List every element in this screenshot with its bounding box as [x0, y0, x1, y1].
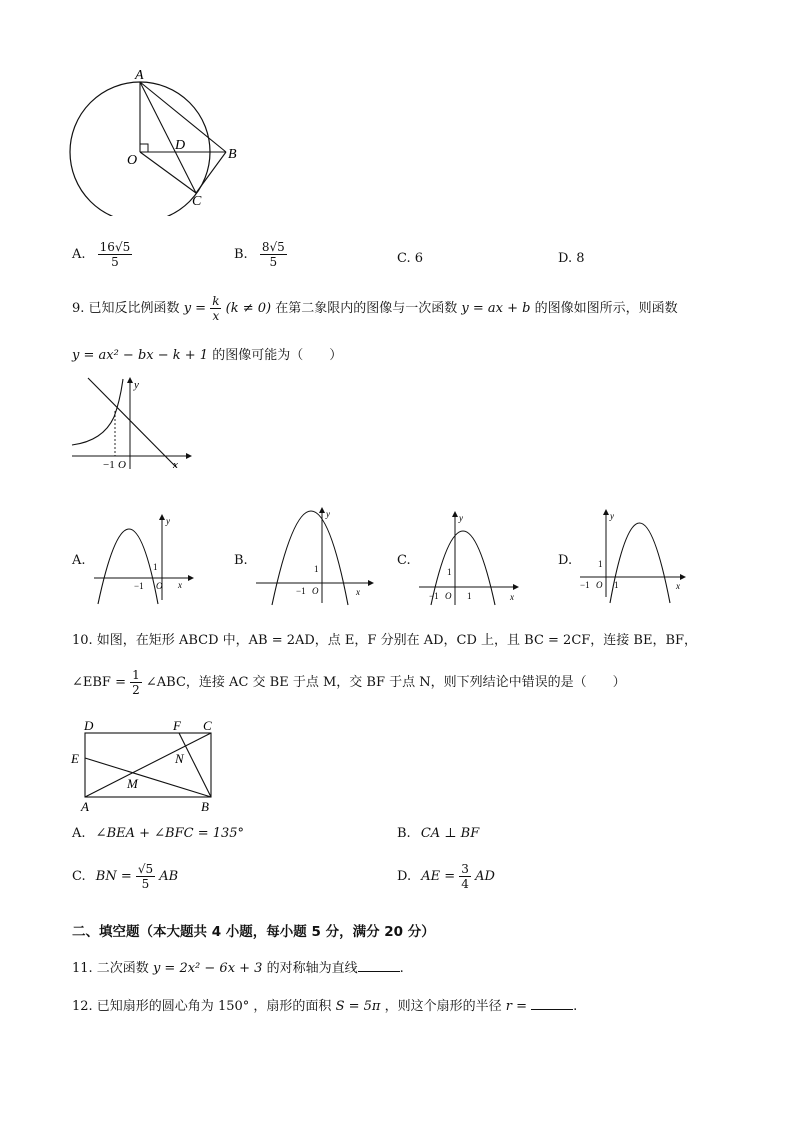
option-letter: A.	[72, 826, 86, 841]
q9-main-figure	[68, 375, 193, 472]
q9-func-den: x	[212, 309, 220, 323]
q9-func-cond: (k ≠ 0)	[225, 301, 272, 316]
fig-x-label: x	[173, 459, 178, 471]
seg-bf	[179, 733, 211, 797]
q12-answer-blank[interactable]	[531, 997, 573, 1010]
q9-option-a-graph[interactable]	[90, 512, 200, 607]
q9-option-c-letter[interactable]: C.	[397, 553, 411, 568]
q12-r: r =	[505, 999, 528, 1014]
origin: O	[596, 580, 603, 590]
option-a-num: 16√5	[99, 240, 131, 254]
tick-neg1: −1	[296, 586, 306, 596]
x-arrow	[188, 575, 194, 581]
q10-line1: 10. 如图，在矩形 ABCD 中，AB = 2AD，点 E，F 分别在 AD，CD 上，且 BC = 2CF，连接 BE，BF，	[72, 633, 698, 648]
label-c: C	[203, 718, 212, 733]
y-label: y	[610, 511, 614, 521]
parabola	[610, 523, 670, 603]
y-arrow	[603, 509, 609, 515]
origin: O	[312, 586, 319, 596]
q12-prefix: 12. 已知扇形的圆心角为	[72, 999, 214, 1014]
parabola	[431, 531, 495, 605]
q9-option-b-graph[interactable]	[252, 505, 382, 607]
q10-rectangle-figure	[68, 718, 228, 816]
tick-1: 1	[447, 567, 452, 577]
linear-line	[88, 378, 176, 467]
option-d-left: AE =	[421, 869, 456, 884]
q9-line2-suffix: 的图像可能为（ ）	[212, 348, 343, 363]
q12-angle: 150°	[217, 999, 250, 1014]
tick-1: 1	[314, 564, 319, 574]
option-c-num: √5	[137, 862, 154, 876]
option-b-num: 8√5	[261, 240, 285, 254]
origin: O	[445, 591, 452, 601]
q11-prefix: 11. 二次函数	[72, 961, 149, 976]
option-letter: B.	[234, 247, 248, 262]
q9-linear: y = ax + b	[461, 301, 531, 316]
option-c-left: BN =	[95, 869, 132, 884]
q12-end: .	[573, 999, 578, 1014]
q9-quadratic: y = ax² − bx − k + 1	[72, 348, 209, 363]
q8-circle-figure	[60, 66, 260, 216]
tick-neg1: −1	[429, 591, 439, 601]
label-e: E	[71, 751, 79, 766]
y-arrow	[319, 507, 325, 513]
q8-option-d[interactable]	[558, 251, 585, 266]
label-c: C	[192, 194, 202, 209]
q12-area: S = 5π	[335, 999, 381, 1014]
q12-mid: ，扇形的面积	[253, 999, 332, 1014]
q10-line2	[72, 668, 626, 697]
tick-1: 1	[153, 562, 158, 572]
tick-neg1: −1	[134, 581, 144, 591]
seg-ac	[140, 82, 196, 193]
q9-option-d-graph[interactable]	[576, 507, 691, 607]
q11	[72, 957, 404, 976]
seg-oc	[140, 152, 196, 193]
option-d-den: 4	[461, 877, 469, 891]
q10-line2-suffix: ∠ABC，连接 AC 交 BE 于点 M，交 BF 于点 N，则下列结论中错误的是（ ）	[145, 675, 626, 690]
q10-half-den: 2	[132, 683, 140, 697]
q11-suffix: 的对称轴为直线	[266, 961, 358, 976]
label-f: F	[173, 718, 181, 733]
q10-option-c[interactable]	[72, 862, 178, 891]
y-arrow	[127, 377, 133, 383]
q9-func-num: k	[212, 294, 220, 308]
label-n: N	[175, 751, 184, 766]
tick-1-x: 1	[467, 591, 472, 601]
q9-option-b-letter[interactable]: B.	[234, 553, 248, 568]
q9-line1	[72, 294, 678, 324]
x-arrow	[368, 580, 374, 586]
fig-origin: O	[118, 459, 126, 471]
y-arrow	[159, 514, 165, 520]
right-angle-mark	[140, 144, 148, 152]
q9-func-left: y =	[183, 301, 207, 316]
label-b: B	[228, 147, 237, 162]
label-b: B	[201, 799, 209, 814]
option-c-right: AB	[159, 869, 179, 884]
option-a-text: ∠BEA + ∠BFC = 135°	[95, 826, 245, 841]
x-arrow	[186, 453, 192, 459]
q8-option-c[interactable]	[397, 251, 423, 266]
fig-y-label: y	[134, 379, 139, 391]
option-b-den: 5	[269, 255, 278, 269]
q10-line2-prefix: ∠EBF =	[72, 675, 126, 690]
q10-option-b[interactable]	[397, 826, 479, 841]
section-heading: 二、填空题（本大题共 4 小题，每小题 5 分，满分 20 分）	[72, 924, 435, 940]
seg-ac	[85, 733, 211, 797]
q9-option-d-letter[interactable]: D.	[558, 553, 573, 568]
q10-half-num: 1	[132, 668, 140, 682]
tick-1-x: 1	[614, 580, 619, 590]
q12-mid2: ，则这个扇形的半径	[384, 999, 502, 1014]
q11-answer-blank[interactable]	[358, 959, 400, 972]
seg-bc	[196, 152, 226, 193]
label-m: M	[127, 776, 138, 791]
option-d-value: 8	[576, 251, 585, 266]
option-letter: D.	[397, 869, 412, 884]
x-label: x	[510, 592, 514, 602]
option-letter: C.	[72, 869, 86, 884]
tick-1: 1	[598, 559, 603, 569]
q11-end: .	[399, 961, 404, 976]
label-d: D	[84, 718, 94, 733]
q10-option-a[interactable]	[72, 826, 244, 841]
q9-option-a-letter[interactable]: A.	[72, 553, 86, 568]
parabola	[98, 529, 158, 604]
q10-option-d[interactable]	[397, 862, 495, 891]
label-o: O	[127, 153, 138, 168]
q8-option-b[interactable]	[234, 240, 287, 269]
seg-be	[85, 758, 211, 797]
option-d-num: 3	[461, 862, 469, 876]
fig-tick-neg1: −1	[103, 459, 115, 471]
q11-expr: y = 2x² − 6x + 3	[152, 961, 263, 976]
y-label: y	[459, 513, 463, 523]
option-letter: C.	[397, 251, 411, 266]
tick-neg1: −1	[580, 580, 590, 590]
x-arrow	[513, 584, 519, 590]
option-b-text: CA ⊥ BF	[420, 826, 480, 841]
y-label: y	[166, 516, 170, 526]
origin: O	[156, 581, 163, 591]
option-c-value: 6	[414, 251, 424, 266]
q12	[72, 995, 577, 1014]
option-letter: D.	[558, 251, 573, 266]
option-c-den: 5	[141, 877, 150, 891]
y-label: y	[326, 509, 330, 519]
y-arrow	[452, 511, 458, 517]
parabola	[272, 511, 348, 605]
q9-mid: 在第二象限内的图像与一次函数	[275, 301, 458, 316]
x-label: x	[676, 581, 680, 591]
q9-suffix: 的图像如图所示，则函数	[534, 301, 678, 316]
label-a: A	[135, 68, 144, 83]
option-d-right: AD	[475, 869, 495, 884]
q9-option-c-graph[interactable]	[415, 509, 525, 607]
x-arrow	[680, 574, 686, 580]
label-a: A	[81, 799, 89, 814]
q9-line2	[72, 344, 342, 363]
option-letter: B.	[397, 826, 411, 841]
x-label: x	[356, 587, 360, 597]
label-d: D	[175, 138, 186, 153]
option-letter: A.	[72, 247, 86, 262]
x-label: x	[178, 580, 182, 590]
option-a-den: 5	[111, 255, 119, 269]
q9-prefix: 9. 已知反比例函数	[72, 301, 180, 316]
q8-option-a[interactable]	[72, 240, 132, 269]
